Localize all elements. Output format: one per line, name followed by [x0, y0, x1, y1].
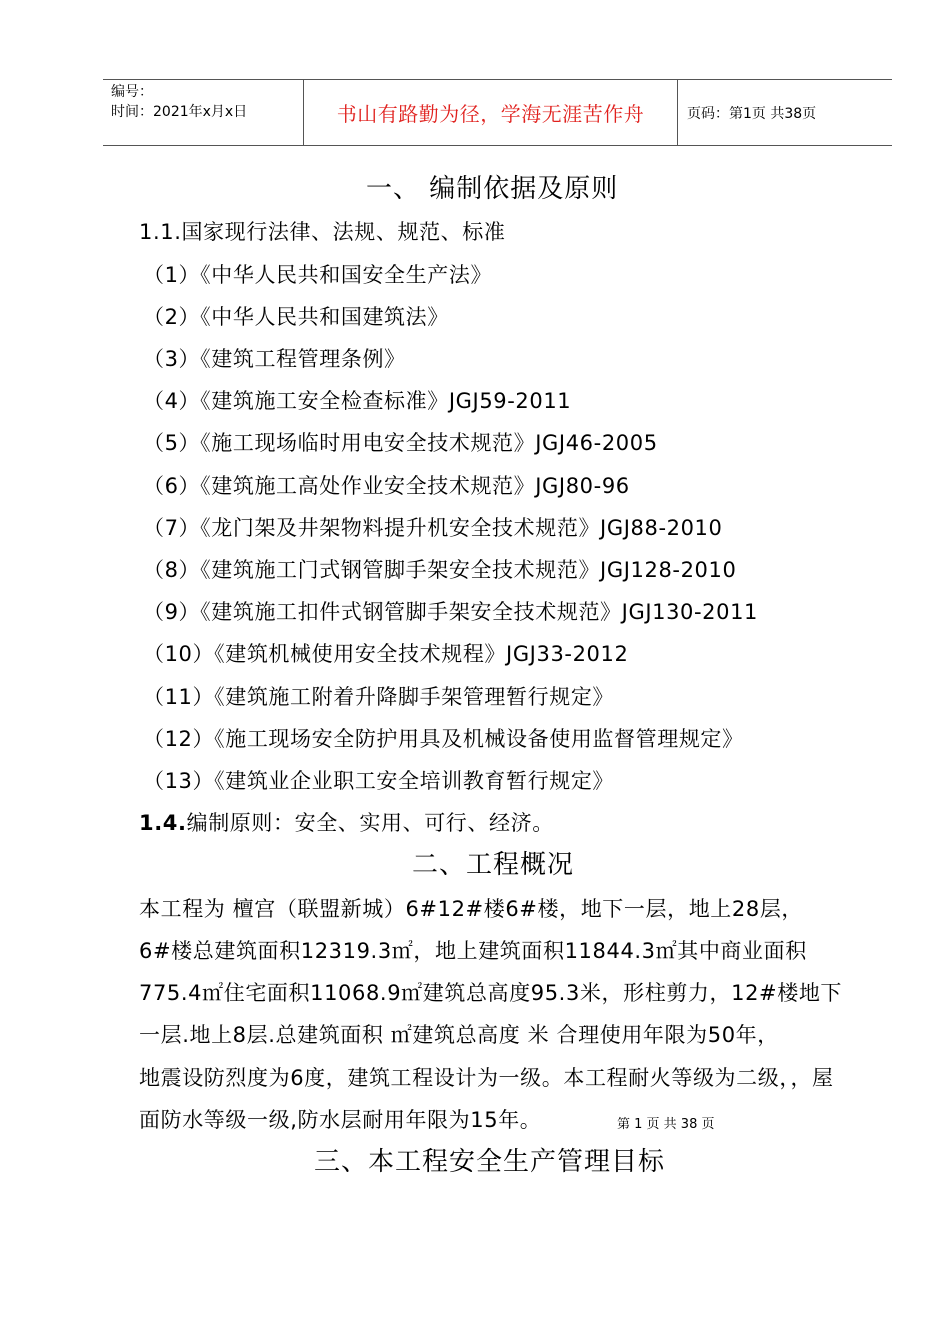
document-header-table: [103, 79, 892, 146]
header-motto-cell: [304, 80, 678, 145]
regulation-item: （3）《建筑工程管理条例》: [143, 347, 406, 371]
header-page-info: 页码：第1页 共38页: [687, 105, 817, 122]
regulation-item: （13）《建筑业企业职工安全培训教育暂行规定》: [143, 769, 615, 793]
header-page-cell: [678, 80, 892, 145]
section2-title: 二、工程概况: [412, 850, 575, 880]
regulation-item: （11）《建筑施工附着升降脚手架管理暂行规定》: [143, 685, 615, 709]
regulation-item: （12）《施工现场安全防护用具及机械设备使用监督管理规定》: [143, 727, 744, 751]
principle-line: [139, 809, 554, 837]
overview-line: 本工程为 檀宫（联盟新城）6#12#楼6#楼，地下一层，地上28层，: [139, 897, 804, 921]
header-meta-cell: [103, 80, 304, 145]
section1-title: 一、 编制依据及原则: [366, 174, 619, 204]
overview-line: 地震设防烈度为6度，建筑工程设计为一级。本工程耐火等级为二级，，屋: [139, 1066, 834, 1090]
overview-line: 面防水等级一级,防水层耐用年限为15年。: [139, 1108, 542, 1132]
regulation-item: （6）《建筑施工高处作业安全技术规范》JGJ80-96: [143, 474, 630, 498]
regulation-item: （5）《施工现场临时用电安全技术规范》JGJ46-2005: [143, 431, 658, 455]
document-time-label: 时间：2021年x月x日: [111, 104, 248, 120]
overview-line: 一层.地上8层.总建筑面积 ㎡建筑总高度 米 合理使用年限为50年，: [139, 1023, 779, 1047]
regulation-item: （8）《建筑施工门式钢管脚手架安全技术规范》JGJ128-2010: [143, 558, 737, 582]
overview-line: 775.4㎡住宅面积11068.9㎡建筑总高度95.3米，形柱剪力，12#楼地下: [139, 981, 843, 1005]
regulation-item: （7）《龙门架及井架物料提升机安全技术规范》JGJ88-2010: [143, 516, 723, 540]
header-motto: 书山有路勤为径，学海无涯苦作舟: [336, 102, 645, 126]
overview-line: 6#楼总建筑面积12319.3㎡，地上建筑面积11844.3㎡其中商业面积: [139, 939, 807, 963]
principle-number: 1.4.: [139, 811, 187, 835]
regulation-item: （10）《建筑机械使用安全技术规程》JGJ33-2012: [143, 642, 629, 666]
section3-title: 三、本工程安全生产管理目标: [314, 1147, 666, 1177]
section1-subheading: 1.1.国家现行法律、法规、规范、标准: [139, 220, 506, 244]
regulation-item: （9）《建筑施工扣件式钢管脚手架安全技术规范》JGJ130-2011: [143, 600, 759, 624]
regulation-item: （1）《中华人民共和国安全生产法》: [143, 263, 493, 287]
principle-text: 编制原则：安全、实用、可行、经济。: [186, 811, 554, 835]
regulation-item: （4）《建筑施工安全检查标准》JGJ59-2011: [143, 389, 572, 413]
document-number-label: 编号：: [111, 84, 153, 100]
regulation-item: （2）《中华人民共和国建筑法》: [143, 305, 449, 329]
page-number-note: 第 1 页 共 38 页: [617, 1117, 715, 1132]
